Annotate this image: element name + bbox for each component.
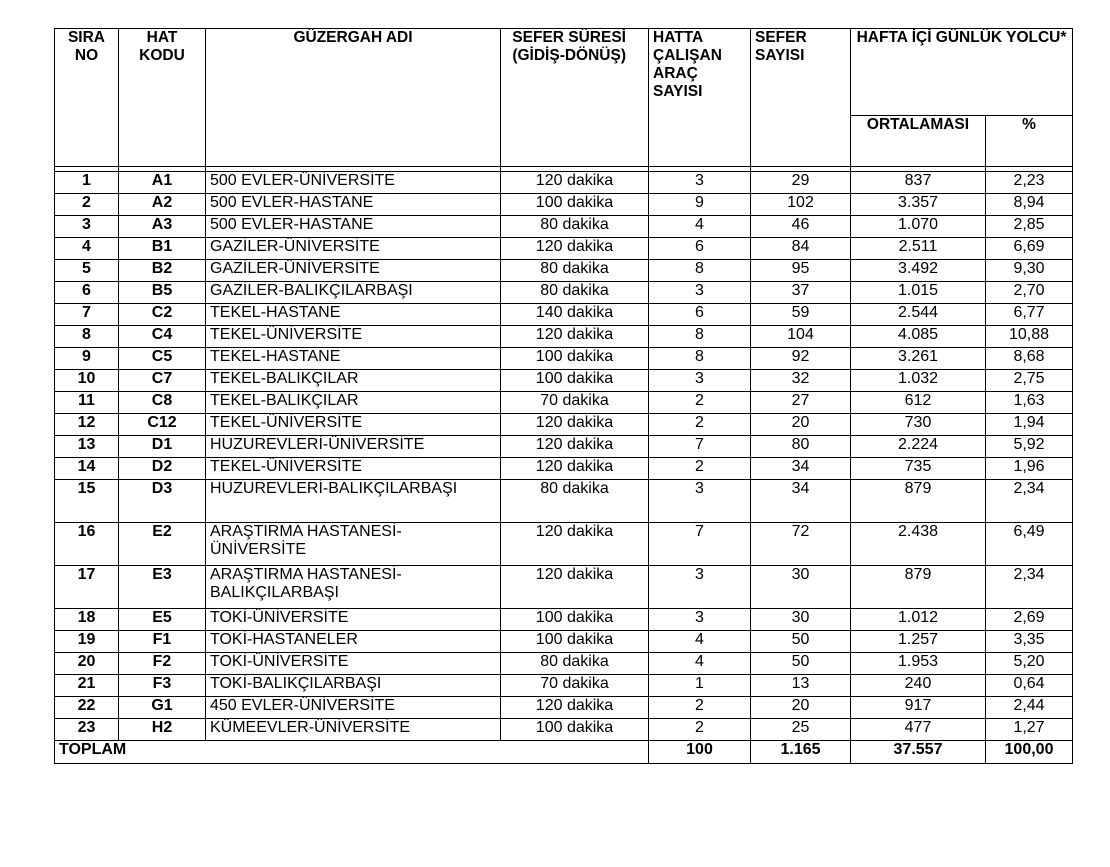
cell-yolcu-ortalama: 1.032	[851, 370, 986, 392]
cell-guzergah: 500 EVLER-HASTANE	[206, 216, 501, 238]
cell-sira-no: 16	[55, 523, 119, 566]
cell-sefer-sayisi: 13	[751, 675, 851, 697]
cell-guzergah: ARAŞTIRMA HASTANESİ-ÜNİVERSİTE	[206, 523, 501, 566]
total-arac: 100	[649, 741, 751, 764]
cell-hat-kodu: H2	[119, 719, 206, 741]
cell-yolcu-ortalama: 2.544	[851, 304, 986, 326]
cell-yolcu-ortalama: 1.070	[851, 216, 986, 238]
header-sefer-suresi: SEFER SÜRESİ (GİDİŞ-DÖNÜŞ)	[501, 29, 649, 167]
cell-sefer-suresi: 80 dakika	[501, 653, 649, 675]
cell-yolcu-ortalama: 477	[851, 719, 986, 741]
cell-sefer-suresi: 80 dakika	[501, 480, 649, 523]
cell-yolcu-ortalama: 3.357	[851, 194, 986, 216]
cell-sefer-sayisi: 102	[751, 194, 851, 216]
cell-guzergah: TOKİ-ÜNİVERSİTE	[206, 653, 501, 675]
cell-sefer-suresi: 120 dakika	[501, 566, 649, 609]
cell-arac-sayisi: 6	[649, 238, 751, 260]
cell-yolcu-yuzde: 8,94	[986, 194, 1073, 216]
cell-sira-no: 13	[55, 436, 119, 458]
cell-yolcu-ortalama: 2.511	[851, 238, 986, 260]
cell-sira-no: 7	[55, 304, 119, 326]
cell-sefer-suresi: 100 dakika	[501, 719, 649, 741]
cell-arac-sayisi: 8	[649, 348, 751, 370]
table-body	[55, 172, 1073, 741]
cell-yolcu-yuzde: 9,30	[986, 260, 1073, 282]
cell-hat-kodu: C5	[119, 348, 206, 370]
cell-yolcu-ortalama: 1.012	[851, 609, 986, 631]
cell-yolcu-yuzde: 10,88	[986, 326, 1073, 348]
cell-guzergah: HUZUREVLERİ-BALIKÇILARBAŞI	[206, 480, 501, 523]
cell-sefer-suresi: 140 dakika	[501, 304, 649, 326]
cell-yolcu-yuzde: 6,77	[986, 304, 1073, 326]
cell-sira-no: 23	[55, 719, 119, 741]
header-yuzde: %	[986, 116, 1073, 167]
cell-arac-sayisi: 9	[649, 194, 751, 216]
cell-sefer-sayisi: 34	[751, 480, 851, 523]
cell-yolcu-yuzde: 2,75	[986, 370, 1073, 392]
cell-arac-sayisi: 2	[649, 414, 751, 436]
cell-hat-kodu: F3	[119, 675, 206, 697]
table-row	[55, 414, 1073, 436]
cell-sefer-suresi: 120 dakika	[501, 436, 649, 458]
cell-sira-no: 10	[55, 370, 119, 392]
cell-arac-sayisi: 3	[649, 609, 751, 631]
cell-sefer-sayisi: 59	[751, 304, 851, 326]
cell-hat-kodu: D3	[119, 480, 206, 523]
cell-yolcu-yuzde: 2,85	[986, 216, 1073, 238]
cell-sira-no: 1	[55, 172, 119, 194]
cell-sefer-sayisi: 104	[751, 326, 851, 348]
cell-hat-kodu: D2	[119, 458, 206, 480]
cell-guzergah: TEKEL-ÜNİVERSİTE	[206, 414, 501, 436]
cell-guzergah: TOKİ-ÜNİVERSİTE	[206, 609, 501, 631]
cell-sefer-sayisi: 30	[751, 609, 851, 631]
cell-sira-no: 20	[55, 653, 119, 675]
cell-arac-sayisi: 2	[649, 458, 751, 480]
cell-guzergah: GAZİLER-ÜNİVERSİTE	[206, 260, 501, 282]
cell-sefer-sayisi: 32	[751, 370, 851, 392]
cell-sefer-suresi: 70 dakika	[501, 675, 649, 697]
cell-guzergah: ARAŞTIRMA HASTANESİ-BALIKÇILARBAŞI	[206, 566, 501, 609]
cell-guzergah: GAZİLER-ÜNİVERSİTE	[206, 238, 501, 260]
cell-yolcu-yuzde: 1,94	[986, 414, 1073, 436]
cell-sefer-sayisi: 92	[751, 348, 851, 370]
cell-sefer-sayisi: 27	[751, 392, 851, 414]
cell-arac-sayisi: 3	[649, 370, 751, 392]
cell-arac-sayisi: 3	[649, 172, 751, 194]
cell-yolcu-yuzde: 6,49	[986, 523, 1073, 566]
table-row	[55, 675, 1073, 697]
cell-hat-kodu: C2	[119, 304, 206, 326]
cell-sira-no: 3	[55, 216, 119, 238]
table-row	[55, 194, 1073, 216]
cell-yolcu-ortalama: 2.438	[851, 523, 986, 566]
cell-sefer-sayisi: 84	[751, 238, 851, 260]
cell-sira-no: 18	[55, 609, 119, 631]
cell-sefer-suresi: 70 dakika	[501, 392, 649, 414]
cell-yolcu-ortalama: 735	[851, 458, 986, 480]
header-guzergah-adi: GÜZERGAH ADI	[206, 29, 501, 167]
cell-sira-no: 19	[55, 631, 119, 653]
cell-arac-sayisi: 6	[649, 304, 751, 326]
cell-guzergah: TOKİ-HASTANELER	[206, 631, 501, 653]
cell-yolcu-ortalama: 2.224	[851, 436, 986, 458]
cell-hat-kodu: E3	[119, 566, 206, 609]
cell-yolcu-yuzde: 5,92	[986, 436, 1073, 458]
cell-sefer-suresi: 80 dakika	[501, 216, 649, 238]
cell-sefer-sayisi: 72	[751, 523, 851, 566]
table-row	[55, 260, 1073, 282]
cell-guzergah: TEKEL-HASTANE	[206, 304, 501, 326]
table-row	[55, 172, 1073, 194]
cell-yolcu-yuzde: 2,34	[986, 566, 1073, 609]
cell-hat-kodu: G1	[119, 697, 206, 719]
cell-yolcu-ortalama: 1.953	[851, 653, 986, 675]
cell-sefer-sayisi: 20	[751, 697, 851, 719]
table-row	[55, 631, 1073, 653]
cell-sefer-suresi: 80 dakika	[501, 260, 649, 282]
table-row	[55, 458, 1073, 480]
cell-yolcu-yuzde: 2,44	[986, 697, 1073, 719]
table-row	[55, 304, 1073, 326]
cell-yolcu-yuzde: 2,34	[986, 480, 1073, 523]
cell-guzergah: 450 EVLER-ÜNİVERSİTE	[206, 697, 501, 719]
cell-guzergah: TEKEL-HASTANE	[206, 348, 501, 370]
cell-sefer-suresi: 120 dakika	[501, 238, 649, 260]
cell-yolcu-yuzde: 3,35	[986, 631, 1073, 653]
cell-arac-sayisi: 1	[649, 675, 751, 697]
cell-guzergah: HUZUREVLERİ-ÜNİVERSİTE	[206, 436, 501, 458]
cell-guzergah: TEKEL-BALIKÇILAR	[206, 370, 501, 392]
cell-sefer-suresi: 100 dakika	[501, 631, 649, 653]
cell-yolcu-yuzde: 1,27	[986, 719, 1073, 741]
cell-yolcu-yuzde: 2,23	[986, 172, 1073, 194]
cell-arac-sayisi: 8	[649, 326, 751, 348]
header-sira-no: SIRA NO	[55, 29, 119, 167]
cell-sira-no: 21	[55, 675, 119, 697]
cell-guzergah: TEKEL-ÜNİVERSİTE	[206, 458, 501, 480]
cell-sefer-sayisi: 29	[751, 172, 851, 194]
cell-sefer-suresi: 120 dakika	[501, 458, 649, 480]
cell-arac-sayisi: 8	[649, 260, 751, 282]
cell-yolcu-ortalama: 730	[851, 414, 986, 436]
route-table	[54, 28, 1073, 764]
cell-yolcu-ortalama: 837	[851, 172, 986, 194]
cell-yolcu-ortalama: 612	[851, 392, 986, 414]
table-row	[55, 566, 1073, 609]
cell-sefer-suresi: 120 dakika	[501, 697, 649, 719]
table-row	[55, 719, 1073, 741]
table-row	[55, 697, 1073, 719]
cell-hat-kodu: A3	[119, 216, 206, 238]
cell-hat-kodu: B5	[119, 282, 206, 304]
header-ortalamasi: ORTALAMASI	[851, 116, 986, 167]
cell-hat-kodu: C12	[119, 414, 206, 436]
table-row	[55, 523, 1073, 566]
cell-arac-sayisi: 2	[649, 697, 751, 719]
cell-yolcu-yuzde: 0,64	[986, 675, 1073, 697]
cell-hat-kodu: D1	[119, 436, 206, 458]
cell-hat-kodu: B2	[119, 260, 206, 282]
cell-arac-sayisi: 4	[649, 216, 751, 238]
table-row	[55, 480, 1073, 523]
cell-sira-no: 17	[55, 566, 119, 609]
cell-hat-kodu: A1	[119, 172, 206, 194]
cell-sefer-sayisi: 20	[751, 414, 851, 436]
cell-yolcu-yuzde: 2,69	[986, 609, 1073, 631]
cell-yolcu-yuzde: 5,20	[986, 653, 1073, 675]
cell-sira-no: 14	[55, 458, 119, 480]
cell-sefer-sayisi: 37	[751, 282, 851, 304]
cell-hat-kodu: E5	[119, 609, 206, 631]
cell-sefer-sayisi: 80	[751, 436, 851, 458]
cell-yolcu-yuzde: 6,69	[986, 238, 1073, 260]
cell-sira-no: 22	[55, 697, 119, 719]
cell-arac-sayisi: 4	[649, 653, 751, 675]
cell-arac-sayisi: 7	[649, 436, 751, 458]
cell-yolcu-ortalama: 1.015	[851, 282, 986, 304]
header-sefer-sayisi: SEFER SAYISI	[751, 29, 851, 167]
cell-sefer-sayisi: 50	[751, 653, 851, 675]
total-row	[55, 741, 1073, 764]
table-row	[55, 238, 1073, 260]
cell-sira-no: 9	[55, 348, 119, 370]
cell-yolcu-ortalama: 240	[851, 675, 986, 697]
cell-sefer-suresi: 100 dakika	[501, 370, 649, 392]
cell-yolcu-yuzde: 2,70	[986, 282, 1073, 304]
cell-sira-no: 8	[55, 326, 119, 348]
cell-arac-sayisi: 3	[649, 282, 751, 304]
cell-arac-sayisi: 4	[649, 631, 751, 653]
cell-guzergah: KÜMEEVLER-ÜNİVERSİTE	[206, 719, 501, 741]
cell-sira-no: 11	[55, 392, 119, 414]
cell-guzergah: GAZİLER-BALIKÇILARBAŞI	[206, 282, 501, 304]
cell-sefer-sayisi: 34	[751, 458, 851, 480]
cell-guzergah: TOKİ-BALIKÇILARBAŞI	[206, 675, 501, 697]
table-row	[55, 653, 1073, 675]
cell-sefer-sayisi: 95	[751, 260, 851, 282]
cell-yolcu-yuzde: 1,63	[986, 392, 1073, 414]
table-row	[55, 436, 1073, 458]
cell-yolcu-ortalama: 1.257	[851, 631, 986, 653]
total-yolcu: 37.557	[851, 741, 986, 764]
cell-yolcu-ortalama: 4.085	[851, 326, 986, 348]
cell-sefer-suresi: 80 dakika	[501, 282, 649, 304]
cell-guzergah: TEKEL-ÜNİVERSİTE	[206, 326, 501, 348]
cell-sefer-suresi: 120 dakika	[501, 326, 649, 348]
header-hat-kodu: HAT KODU	[119, 29, 206, 167]
cell-guzergah: 500 EVLER-ÜNİVERSİTE	[206, 172, 501, 194]
table-row	[55, 216, 1073, 238]
cell-yolcu-ortalama: 879	[851, 480, 986, 523]
cell-hat-kodu: C4	[119, 326, 206, 348]
table-row	[55, 282, 1073, 304]
cell-yolcu-yuzde: 8,68	[986, 348, 1073, 370]
cell-yolcu-ortalama: 3.261	[851, 348, 986, 370]
cell-sira-no: 6	[55, 282, 119, 304]
total-sefer: 1.165	[751, 741, 851, 764]
cell-hat-kodu: C7	[119, 370, 206, 392]
cell-sefer-suresi: 120 dakika	[501, 172, 649, 194]
cell-sefer-sayisi: 46	[751, 216, 851, 238]
table-row	[55, 392, 1073, 414]
table-row	[55, 370, 1073, 392]
cell-sira-no: 12	[55, 414, 119, 436]
total-yuzde: 100,00	[986, 741, 1073, 764]
header-hafta-ici-yolcu: HAFTA İÇİ GÜNLÜK YOLCU*	[851, 29, 1073, 116]
cell-yolcu-ortalama: 917	[851, 697, 986, 719]
cell-sira-no: 5	[55, 260, 119, 282]
cell-sefer-suresi: 100 dakika	[501, 609, 649, 631]
cell-arac-sayisi: 3	[649, 566, 751, 609]
cell-sefer-suresi: 100 dakika	[501, 348, 649, 370]
cell-sefer-suresi: 120 dakika	[501, 414, 649, 436]
cell-yolcu-yuzde: 1,96	[986, 458, 1073, 480]
cell-hat-kodu: C8	[119, 392, 206, 414]
cell-arac-sayisi: 2	[649, 392, 751, 414]
cell-sira-no: 15	[55, 480, 119, 523]
cell-sira-no: 4	[55, 238, 119, 260]
cell-sefer-sayisi: 50	[751, 631, 851, 653]
cell-sefer-suresi: 100 dakika	[501, 194, 649, 216]
cell-sefer-sayisi: 25	[751, 719, 851, 741]
cell-yolcu-ortalama: 879	[851, 566, 986, 609]
cell-hat-kodu: E2	[119, 523, 206, 566]
table-row	[55, 348, 1073, 370]
table-row	[55, 609, 1073, 631]
cell-arac-sayisi: 7	[649, 523, 751, 566]
cell-arac-sayisi: 3	[649, 480, 751, 523]
cell-sira-no: 2	[55, 194, 119, 216]
cell-hat-kodu: A2	[119, 194, 206, 216]
cell-arac-sayisi: 2	[649, 719, 751, 741]
cell-sefer-suresi: 120 dakika	[501, 523, 649, 566]
cell-sefer-sayisi: 30	[751, 566, 851, 609]
cell-guzergah: TEKEL-BALIKÇILAR	[206, 392, 501, 414]
cell-hat-kodu: F1	[119, 631, 206, 653]
cell-hat-kodu: B1	[119, 238, 206, 260]
cell-yolcu-ortalama: 3.492	[851, 260, 986, 282]
cell-hat-kodu: F2	[119, 653, 206, 675]
cell-guzergah: 500 EVLER-HASTANE	[206, 194, 501, 216]
header-hatta-calisan-arac: HATTA ÇALIŞAN ARAÇ SAYISI	[649, 29, 751, 167]
total-label: TOPLAM	[55, 741, 649, 764]
table-row	[55, 326, 1073, 348]
